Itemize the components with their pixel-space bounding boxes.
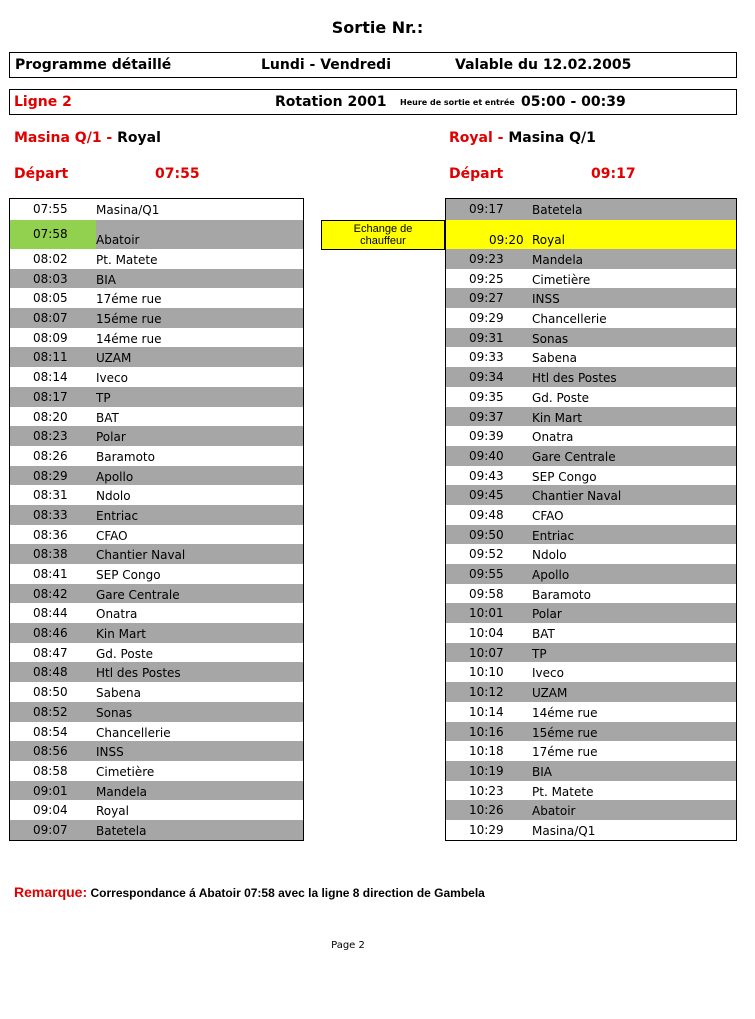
timetable-row [446, 466, 736, 486]
timetable-row [446, 387, 736, 407]
days-label: Lundi - Vendredi [261, 57, 392, 73]
outbound-timetable [9, 198, 304, 841]
stop-time: 09:55 [469, 567, 504, 581]
stop-name: 15éme rue [532, 725, 598, 740]
document-title: Sortie Nr.: [331, 18, 424, 37]
stop-time: 07:58 [10, 220, 96, 249]
program-label: Programme détaillé [15, 57, 172, 73]
timetable-row [10, 407, 303, 427]
timetable-row [10, 347, 303, 367]
timetable-row [446, 288, 736, 308]
stop-name: Masina/Q1 [532, 823, 596, 838]
stop-time: 08:58 [33, 763, 68, 778]
remark [14, 884, 485, 900]
left-depart-label: Départ [14, 166, 69, 182]
stop-time: 08:44 [33, 606, 68, 621]
stop-time: 08:07 [33, 311, 68, 326]
timetable-row [10, 269, 303, 289]
timetable-row [10, 800, 303, 820]
timetable-row [10, 702, 303, 722]
stop-time: 08:17 [33, 389, 68, 404]
timetable-row [446, 781, 736, 801]
stop-name: Pt. Matete [96, 253, 158, 267]
stop-name: Baramoto [532, 587, 591, 602]
stop-time: 10:16 [469, 724, 504, 739]
timetable-row [10, 603, 303, 623]
stop-name: Abatoir [532, 804, 576, 819]
stop-time: 07:55 [33, 202, 68, 216]
timetable-row [446, 347, 736, 367]
rotation-label: Rotation 2001 [275, 94, 387, 110]
stop-name: Royal [532, 233, 565, 247]
remark-text: Correspondance á Abatoir 07:58 avec la ligne 8 direction de Gambela [90, 886, 485, 900]
stop-time: 08:56 [33, 744, 68, 759]
stop-time: 08:23 [33, 429, 68, 444]
left-route-from: Masina Q/1 - [14, 130, 113, 146]
stop-time: 10:23 [469, 783, 504, 798]
timetable-row [446, 800, 736, 820]
hours-caption: Heure de sortie et entrée [400, 98, 515, 107]
stop-time: 08:54 [33, 724, 68, 739]
stop-name: Polar [96, 430, 126, 445]
timetable-row [446, 505, 736, 525]
timetable-row [10, 220, 303, 249]
timetable-row [10, 761, 303, 781]
timetable-row [10, 466, 303, 486]
timetable-row [10, 623, 303, 643]
stop-time: 08:02 [33, 252, 68, 266]
stop-time: 09:35 [469, 389, 504, 404]
stop-time: 10:26 [469, 803, 504, 818]
stop-name: TP [96, 390, 111, 405]
timetable-row [446, 269, 736, 289]
timetable-row [446, 249, 736, 269]
stop-name: Royal [96, 804, 129, 819]
stop-name: Sonas [96, 705, 133, 720]
stop-name: Baramoto [96, 449, 155, 464]
stop-name: Kin Mart [532, 410, 582, 425]
stop-time: 10:14 [469, 704, 504, 719]
stop-time: 09:20 [489, 233, 524, 247]
stop-name: Pt. Matete [532, 784, 594, 799]
timetable-row [10, 820, 303, 840]
stop-time: 08:20 [33, 409, 68, 424]
stop-name: Sabena [96, 686, 141, 701]
stop-name: Polar [532, 607, 562, 622]
stop-name: Masina/Q1 [96, 203, 160, 217]
stop-time: 09:45 [469, 488, 504, 503]
left-depart-time: 07:55 [155, 166, 200, 182]
stop-name: Mandela [532, 253, 583, 267]
timetable-row [10, 643, 303, 663]
timetable-row [10, 199, 303, 220]
stop-name: BAT [532, 627, 555, 642]
stop-name: Ndolo [532, 548, 567, 563]
stop-name: BIA [532, 764, 552, 779]
stop-time: 10:18 [469, 744, 504, 759]
timetable-row [446, 741, 736, 761]
stop-time: 09:27 [469, 291, 504, 306]
timetable-row [10, 249, 303, 269]
stop-name: INSS [532, 292, 560, 307]
timetable-row [10, 662, 303, 682]
timetable-row [446, 426, 736, 446]
timetable-row [446, 407, 736, 427]
stop-name: CFAO [96, 528, 128, 543]
stop-time: 08:46 [33, 626, 68, 641]
stop-time: 10:12 [469, 685, 504, 700]
timetable-row [446, 199, 736, 220]
stop-time: 09:34 [469, 370, 504, 385]
stop-time: 10:10 [469, 665, 504, 680]
right-route-to: Masina Q/1 [508, 130, 596, 146]
stop-name: Iveco [96, 371, 128, 386]
timetable-row [446, 446, 736, 466]
timetable-row [446, 662, 736, 682]
stop-name: Kin Mart [96, 627, 146, 642]
stop-time: 08:31 [33, 488, 68, 503]
stop-name: Chantier Naval [532, 489, 622, 504]
timetable-row [446, 525, 736, 545]
stop-name: Ndolo [96, 489, 131, 504]
timetable-row [10, 308, 303, 328]
left-route-to: Royal [117, 130, 161, 146]
timetable-row [10, 682, 303, 702]
timetable-row [10, 564, 303, 584]
timetable-row [446, 722, 736, 742]
left-route-title [14, 130, 161, 146]
stop-time: 08:11 [33, 350, 68, 365]
stop-time: 08:03 [33, 271, 68, 286]
stop-name: Chancellerie [96, 725, 171, 740]
stop-name: 15éme rue [96, 312, 162, 327]
stop-time: 08:33 [33, 507, 68, 522]
stop-name: 17éme rue [532, 745, 598, 760]
timetable-row [446, 702, 736, 722]
stop-name: Cimetière [532, 272, 591, 287]
stop-name: 14éme rue [532, 705, 598, 720]
stop-name: UZAM [96, 351, 132, 366]
remark-label: Remarque: [14, 884, 88, 900]
stop-time: 09:37 [469, 409, 504, 424]
timetable-row [446, 761, 736, 781]
stop-time: 08:29 [33, 468, 68, 483]
timetable-row [446, 682, 736, 702]
valid-label: Valable du 12.02.2005 [455, 57, 632, 73]
stop-time: 09:33 [469, 350, 504, 365]
timetable-row [10, 505, 303, 525]
stop-time: 08:38 [33, 547, 68, 562]
stop-time: 09:43 [469, 468, 504, 483]
right-route-from: Royal - [449, 130, 504, 146]
stop-name: Htl des Postes [96, 666, 181, 681]
timetable-row [446, 820, 736, 840]
timetable-row [446, 328, 736, 348]
stop-name: 14éme rue [96, 331, 162, 346]
timetable-row [10, 367, 303, 387]
stop-time: 09:58 [469, 586, 504, 601]
stop-time: 09:01 [33, 783, 68, 798]
timetable-row [446, 584, 736, 604]
timetable-row [446, 564, 736, 584]
stop-time: 10:07 [469, 645, 504, 660]
stop-name: CFAO [532, 508, 564, 523]
right-route-title [449, 130, 596, 146]
stop-name: Abatoir [96, 233, 140, 247]
stop-time: 09:17 [469, 202, 504, 216]
stop-time: 08:41 [33, 567, 68, 581]
stop-time: 09:23 [469, 252, 504, 266]
stop-name: Sabena [532, 351, 577, 366]
stop-name: Chancellerie [532, 312, 607, 327]
stop-time: 08:26 [33, 448, 68, 463]
stop-time: 09:31 [469, 330, 504, 345]
stop-name: Sonas [532, 331, 569, 346]
timetable-row [10, 722, 303, 742]
stop-name: Chantier Naval [96, 548, 186, 563]
stop-name: SEP Congo [96, 568, 161, 582]
timetable-row [446, 544, 736, 564]
timetable-row [446, 485, 736, 505]
timetable-row [446, 308, 736, 328]
hours-value: 05:00 - 00:39 [521, 94, 626, 110]
stop-name: Entriac [96, 508, 139, 523]
stop-time: 09:40 [469, 448, 504, 463]
timetable-row [10, 525, 303, 545]
timetable-row [10, 741, 303, 761]
stop-name: Gd. Poste [532, 390, 590, 405]
stop-name: Gare Centrale [532, 449, 616, 464]
stop-name: Onatra [532, 430, 574, 445]
stop-time: 10:19 [469, 763, 504, 778]
right-depart-label: Départ [449, 166, 504, 182]
timetable-row [10, 426, 303, 446]
stop-name: Onatra [96, 607, 138, 622]
stop-time: 09:39 [469, 429, 504, 444]
stop-time: 09:25 [469, 271, 504, 286]
program-header [9, 52, 737, 78]
right-depart-time: 09:17 [591, 166, 636, 182]
return-timetable [445, 198, 737, 841]
timetable-row [10, 446, 303, 466]
stop-name: Batetela [96, 823, 147, 838]
stop-name: Cimetière [96, 764, 155, 779]
line-header [9, 89, 737, 115]
stop-time: 09:52 [469, 547, 504, 562]
stop-name: BAT [96, 410, 119, 425]
stop-time: 09:07 [33, 822, 68, 837]
stop-name: Mandela [96, 784, 147, 799]
stop-time: 10:04 [469, 626, 504, 641]
stop-time: 09:04 [33, 803, 68, 818]
stop-time: 09:50 [469, 527, 504, 542]
stop-name: Apollo [532, 568, 570, 582]
timetable-row [10, 544, 303, 564]
stop-time: 08:50 [33, 685, 68, 700]
stop-time: 08:48 [33, 665, 68, 680]
stop-time: 08:09 [33, 330, 68, 345]
stop-time: 08:42 [33, 586, 68, 601]
timetable-row [446, 603, 736, 623]
driver-exchange-line2: chauffeur [360, 235, 406, 247]
timetable-row [446, 623, 736, 643]
timetable-row [10, 584, 303, 604]
stop-name: Entriac [532, 528, 575, 543]
timetable-row [446, 220, 736, 249]
stop-name: Gare Centrale [96, 587, 180, 602]
stop-time: 08:47 [33, 645, 68, 660]
stop-name: Apollo [96, 469, 134, 484]
stop-name: 17éme rue [96, 292, 162, 307]
stop-name: Batetela [532, 203, 583, 217]
timetable-row [10, 387, 303, 407]
stop-name: TP [532, 646, 547, 661]
timetable-row [10, 781, 303, 801]
stop-time: 09:29 [469, 311, 504, 326]
timetable-row [10, 328, 303, 348]
timetable-row [446, 643, 736, 663]
stop-name: SEP Congo [532, 469, 597, 484]
stop-time: 10:29 [469, 822, 504, 837]
timetable-row [10, 485, 303, 505]
stop-time: 08:05 [33, 291, 68, 306]
stop-name: Htl des Postes [532, 371, 617, 386]
stop-time: 08:36 [33, 527, 68, 542]
timetable-row [10, 288, 303, 308]
stop-name: Iveco [532, 666, 564, 681]
stop-time: 08:52 [33, 704, 68, 719]
driver-exchange-note [321, 220, 445, 250]
line-label: Ligne 2 [14, 94, 72, 110]
driver-exchange-line1: Echange de [353, 223, 413, 235]
page-number: Page 2 [331, 940, 365, 951]
stop-time: 10:01 [469, 606, 504, 621]
stop-name: UZAM [532, 686, 568, 701]
stop-time: 08:14 [33, 370, 68, 385]
stop-time: 09:48 [469, 507, 504, 522]
stop-name: BIA [96, 272, 116, 287]
stop-name: Gd. Poste [96, 646, 154, 661]
stop-name: INSS [96, 745, 124, 760]
timetable-row [446, 367, 736, 387]
